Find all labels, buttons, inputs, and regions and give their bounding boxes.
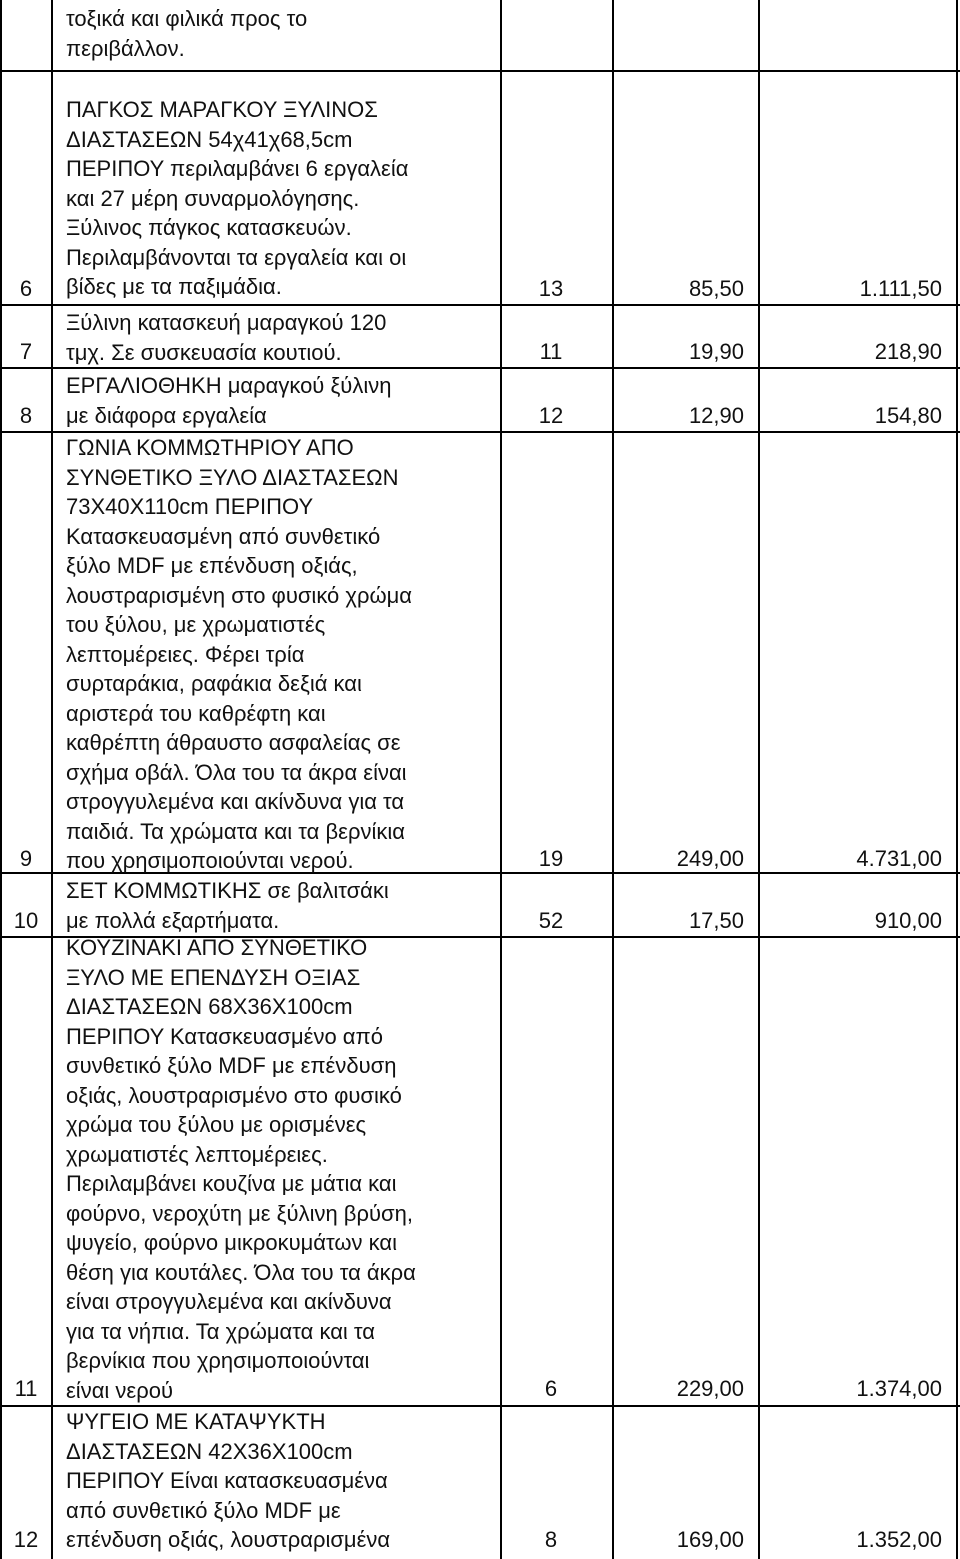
item-quantity: 19 xyxy=(538,846,564,871)
table-row xyxy=(0,433,960,872)
item-description: ΠΑΓΚΟΣ ΜΑΡΑΓΚΟΥ ΞΥΛΙΝΟΣ ΔΙΑΣΤΑΣΕΩΝ 54χ41χ68,5cm ΠΕΡΙΠΟΥ περιλαμβάνει 6 εργαλεία και 27 μέρη συναρμολόγησης. Ξύλινος πάγκος κατασκευών. Περιλαμβάνονται τα εργαλεία και οι βίδες με τα παξιμάδια. xyxy=(66,97,409,299)
item-description: Ξύλινη κατασκευή μαραγκού 120 τμχ. Σε συσκευασία κουτιού. xyxy=(66,310,387,365)
item-total: 218,90 xyxy=(874,339,942,364)
item-description: ΚΟΥΖΙΝΑΚΙ ΑΠΟ ΣΥΝΘΕΤΙΚΟ ΞΥΛΟ ΜΕ ΕΠΕΝΔΥΣΗ ΟΞΙΑΣ ΔΙΑΣΤΑΣΕΩΝ 68Χ36Χ100cm ΠΕΡΙΠΟΥ Κατασκευασμένο από συνθετικό ξύλο MDF με επένδυση οξιάς, λουστραρισμένο στο φυσικό χρώμα του ξύλου με ορισμένες χρωματιστές λεπτομέρειες. Περιλαμβάνει κουζίνα με μάτια και φούρνο, νεροχύτη με ξύλινη βρύση, ψυγείο, φούρνο μικροκυμάτων και θέση για κουτάλες. Όλα του τα άκρα είναι στρογγυλεμένα και ακίνδυνα για τα νήπια. Τα χρώματα και τα βερνίκια που χρησιμοποιούνται είναι νερού xyxy=(66,935,416,1403)
item-quantity: 6 xyxy=(544,1376,558,1401)
table-row xyxy=(0,2,960,70)
item-unit-price: 169,00 xyxy=(676,1527,744,1552)
item-number: 10 xyxy=(13,908,39,933)
table-row xyxy=(0,72,960,304)
item-number: 9 xyxy=(19,846,33,871)
item-total: 1.352,00 xyxy=(856,1527,942,1552)
item-unit-price: 12,90 xyxy=(688,403,744,428)
item-total: 154,80 xyxy=(874,403,942,428)
item-description: ΣΕΤ ΚΟΜΜΩΤΙΚΗΣ σε βαλιτσάκι με πολλά εξαρτήματα. xyxy=(66,878,389,933)
item-number: 8 xyxy=(19,403,33,428)
item-unit-price: 229,00 xyxy=(676,1376,744,1401)
table-row xyxy=(0,306,960,367)
item-number: 11 xyxy=(14,1376,38,1401)
item-unit-price: 85,50 xyxy=(688,276,744,301)
item-unit-price: 249,00 xyxy=(676,846,744,871)
table-row xyxy=(0,874,960,936)
item-total: 910,00 xyxy=(874,908,942,933)
item-number: 7 xyxy=(19,339,33,364)
item-description: ΨΥΓΕΙΟ ΜΕ ΚΑΤΑΨΥΚΤΗ ΔΙΑΣΤΑΣΕΩΝ 42Χ36Χ100cm ΠΕΡΙΠΟΥ Είναι κατασκευασμένα από συνθετικό ξύλο MDF με επένδυση οξιάς, λουστραρισμένα xyxy=(66,1409,391,1552)
item-total: 4.731,00 xyxy=(856,846,942,871)
item-description: ΕΡΓΑΛΙΟΘΗΚΗ μαραγκού ξύλινη με διάφορα εργαλεία xyxy=(66,373,392,428)
item-number: 6 xyxy=(19,276,33,301)
item-quantity: 52 xyxy=(538,908,564,933)
item-quantity: 13 xyxy=(538,276,564,301)
table-row xyxy=(0,1407,960,1559)
item-total: 1.111,50 xyxy=(859,276,942,301)
item-total: 1.374,00 xyxy=(856,1376,942,1401)
item-quantity: 12 xyxy=(538,403,564,428)
item-unit-price: 19,90 xyxy=(688,339,744,364)
item-quantity: 11 xyxy=(539,339,563,364)
table-row xyxy=(0,369,960,431)
item-number: 12 xyxy=(13,1527,39,1552)
item-unit-price: 17,50 xyxy=(688,908,744,933)
table-row xyxy=(0,935,960,1405)
item-description: τοξικά και φιλικά προς το περιβάλλον. xyxy=(66,6,308,61)
item-description: ΓΩΝΙΑ ΚΟΜΜΩΤΗΡΙΟΥ ΑΠΟ ΣΥΝΘΕΤΙΚΟ ΞΥΛΟ ΔΙΑΣΤΑΣΕΩΝ 73Χ40Χ110cm ΠΕΡΙΠΟΥ Κατασκευασμένη από συνθετικό ξύλο MDF με επένδυση οξιάς, λουστραρισμένη στο φυσικό χρώμα του ξύλου, με χρωματιστές λεπτομέρειες. Φέρει τρία συρταράκια, ραφάκια δεξιά και αριστερά του καθρέφτη και καθρέπτη άθραυστο ασφαλείας σε σχήμα οβάλ. Όλα του τα άκρα είναι στρογγυλεμένα και ακίνδυνα για τα παιδιά. Τα χρώματα και τα βερνίκια που χρησιμοποιούνται νερού. xyxy=(66,435,413,873)
item-quantity: 8 xyxy=(544,1527,558,1552)
